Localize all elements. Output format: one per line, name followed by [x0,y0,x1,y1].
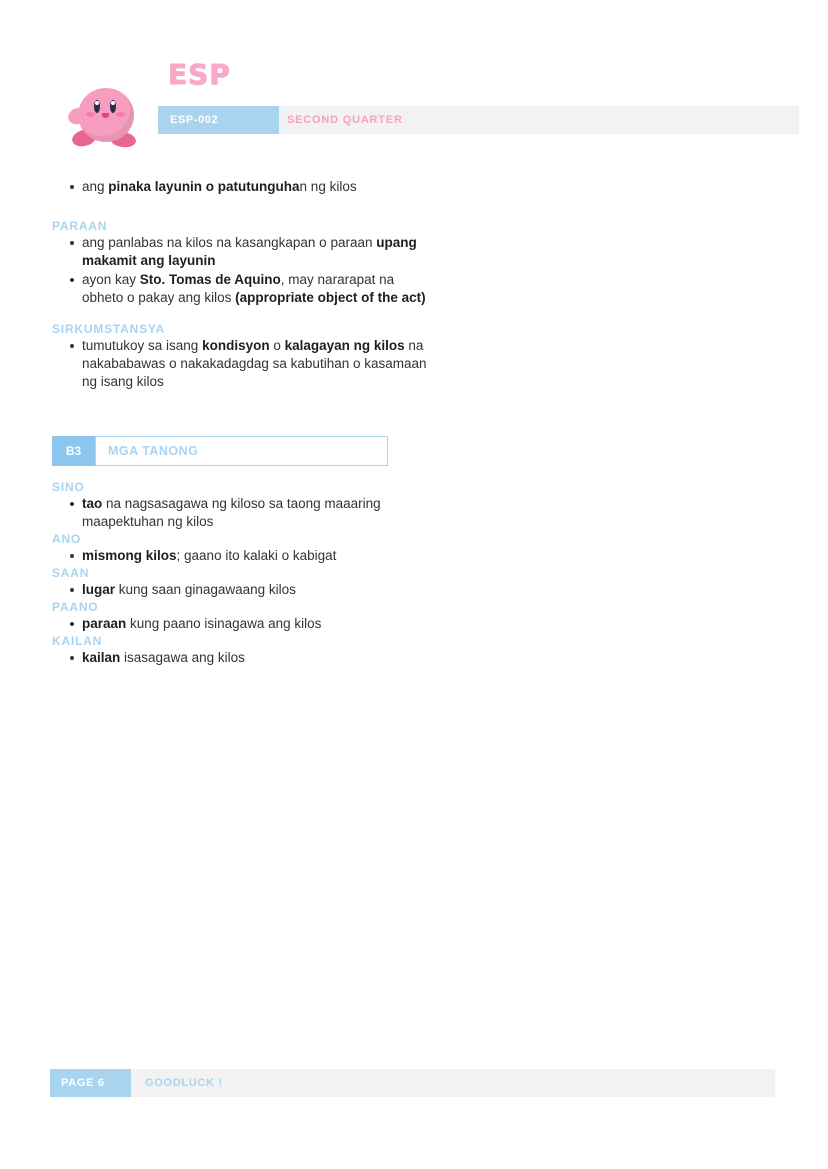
section-heading: SINO [52,480,85,494]
section-heading: KAILAN [52,634,103,648]
section-heading: PAANO [52,600,99,614]
section-heading: ANO [52,532,82,546]
page-number-chip: PAGE 6 [50,1069,131,1097]
list-item: mismong kilos; gaano ito kalaki o kabigat [52,547,432,565]
section-heading: SIRKUMSTANSYA [52,322,166,336]
page-title: ESP [168,58,231,91]
definition-sections [0,219,828,391]
section-heading: PARAAN [52,219,108,233]
document-header [0,0,828,160]
list-item: ang pinaka layunin o patutunguhan ng kilos [52,178,432,196]
bullet-list [0,649,828,667]
bullet-list [0,234,828,307]
kirby-icon [70,82,142,150]
section-heading: SAAN [52,566,90,580]
bullet-list [0,615,828,633]
kirby-eye-right [110,100,116,113]
list-item: ayon kay Sto. Tomas de Aquino, may nararapat na obheto o pakay ang kilos (appropriate object of the act) [52,271,432,307]
document-body [0,178,828,668]
list-item: tao na nagsasagawa ng kiloso sa taong maaaring maapektuhan ng kilos [52,495,432,531]
document-footer [50,1069,775,1097]
box-label-mga-tanong: MGA TANONG [95,436,388,466]
kirby-blush-right [116,112,125,117]
list-item: ang panlabas na kilos na kasangkapan o paraan upang makamit ang layunin [52,234,432,270]
question-sections [0,480,828,667]
bullet-list [0,495,828,531]
bullet-list [0,581,828,599]
list-item: paraan kung paano isinagawa ang kilos [52,615,432,633]
box-tag-b3: B3 [52,436,95,466]
mga-tanong-box [52,436,388,466]
list-item: lugar kung saan ginagawaang kilos [52,581,432,599]
subject-code-chip: ESP-002 [158,106,279,134]
kirby-eye-left [94,100,100,113]
quarter-label: SECOND QUARTER [287,114,403,126]
footer-note: GOODLUCK ! [145,1077,223,1089]
bullet-list [0,547,828,565]
intro-bullet-list [0,178,828,196]
kirby-blush-left [86,112,95,117]
list-item: kailan isasagawa ang kilos [52,649,432,667]
list-item: tumutukoy sa isang kondisyon o kalagayan ng kilos na nakababawas o nakakadagdag sa kabutihan o kasamaan ng isang kilos [52,337,432,391]
bullet-list [0,337,828,391]
kirby-mouth [102,113,109,118]
